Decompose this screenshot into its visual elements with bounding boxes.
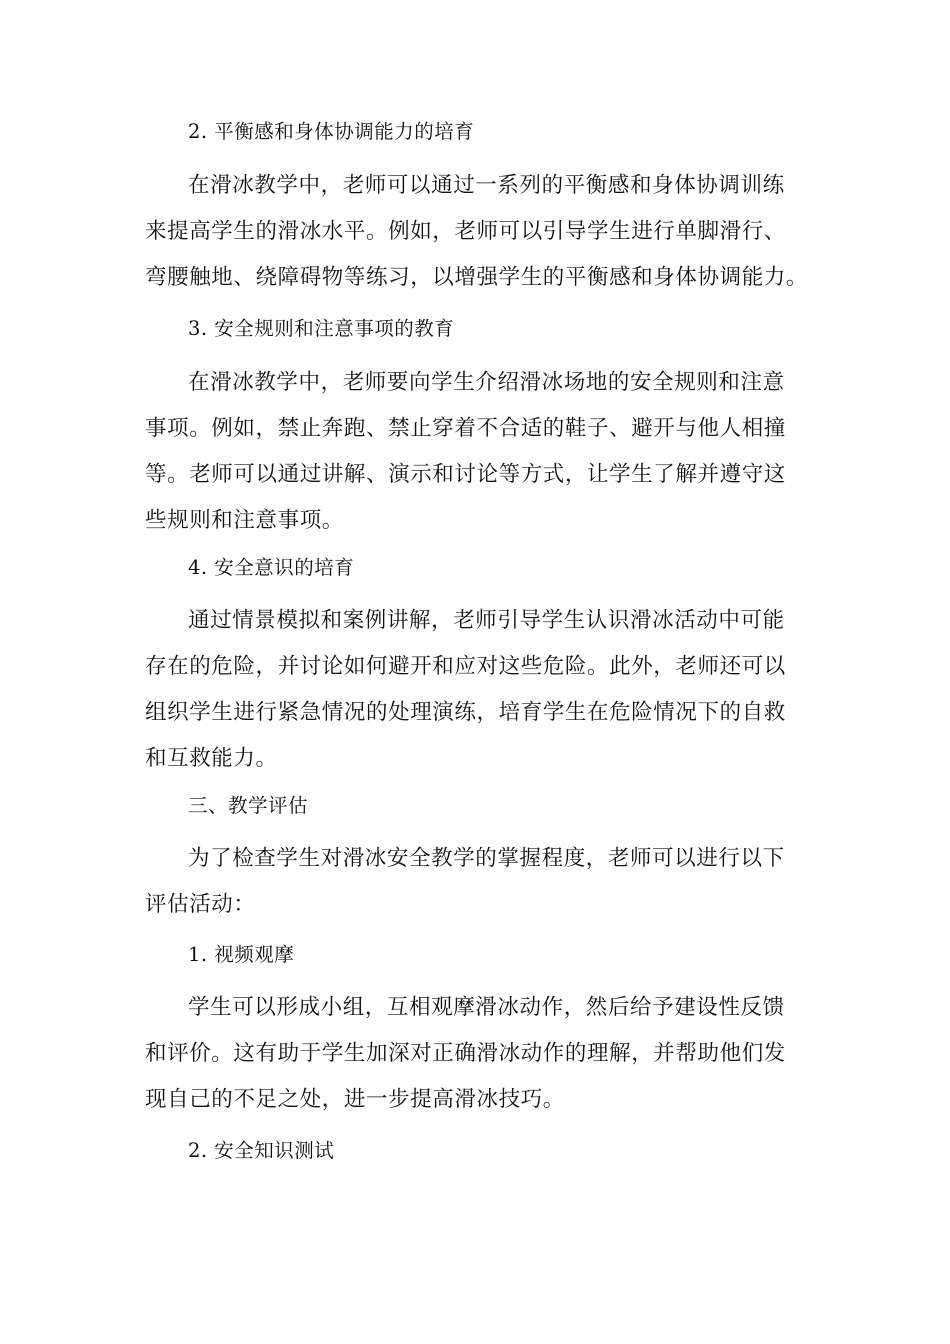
section-heading-balance: 2. 平衡感和身体协调能力的培育 — [188, 120, 475, 143]
section-heading-video-observation: 1. 视频观摩 — [188, 943, 295, 966]
paragraph-line: 和评价。这有助于学生加深对正确滑冰动作的理解，并帮助他们发 — [145, 1041, 786, 1066]
paragraph-line: 现自己的不足之处，进一步提高滑冰技巧。 — [145, 1087, 565, 1112]
paragraph-line: 弯腰触地、绕障碍物等练习，以增强学生的平衡感和身体协调能力。 — [145, 265, 809, 290]
section-heading-safety-rules: 3. 安全规则和注意事项的教育 — [188, 317, 455, 340]
paragraph-line: 些规则和注意事项。 — [145, 508, 344, 533]
paragraph-line: 来提高学生的滑冰水平。例如，老师可以引导学生进行单脚滑行、 — [145, 219, 786, 244]
paragraph-line: 等。老师可以通过讲解、演示和讨论等方式，让学生了解并遵守这 — [145, 462, 786, 487]
paragraph-line: 学生可以形成小组，互相观摩滑冰动作，然后给予建设性反馈 — [188, 995, 785, 1020]
paragraph-line: 通过情景模拟和案例讲解，老师引导学生认识滑冰活动中可能 — [188, 608, 785, 633]
section-heading-teaching-evaluation: 三、教学评估 — [188, 794, 309, 817]
paragraph-line: 评估活动： — [145, 892, 256, 917]
paragraph-line: 在滑冰教学中，老师可以通过一系列的平衡感和身体协调训练 — [188, 173, 785, 198]
paragraph-line: 和互救能力。 — [145, 746, 278, 771]
paragraph-line: 组织学生进行紧急情况的处理演练，培育学生在危险情况下的自救 — [145, 700, 786, 725]
section-heading-safety-knowledge-test: 2. 安全知识测试 — [188, 1139, 335, 1162]
section-heading-safety-awareness: 4. 安全意识的培育 — [188, 556, 355, 579]
paragraph-line: 存在的危险，并讨论如何避开和应对这些危险。此外，老师还可以 — [145, 654, 786, 679]
paragraph-line: 在滑冰教学中，老师要向学生介绍滑冰场地的安全规则和注意 — [188, 370, 785, 395]
paragraph-line: 为了检查学生对滑冰安全教学的掌握程度，老师可以进行以下 — [188, 846, 785, 871]
paragraph-line: 事项。例如，禁止奔跑、禁止穿着不合适的鞋子、避开与他人相撞 — [145, 416, 786, 441]
